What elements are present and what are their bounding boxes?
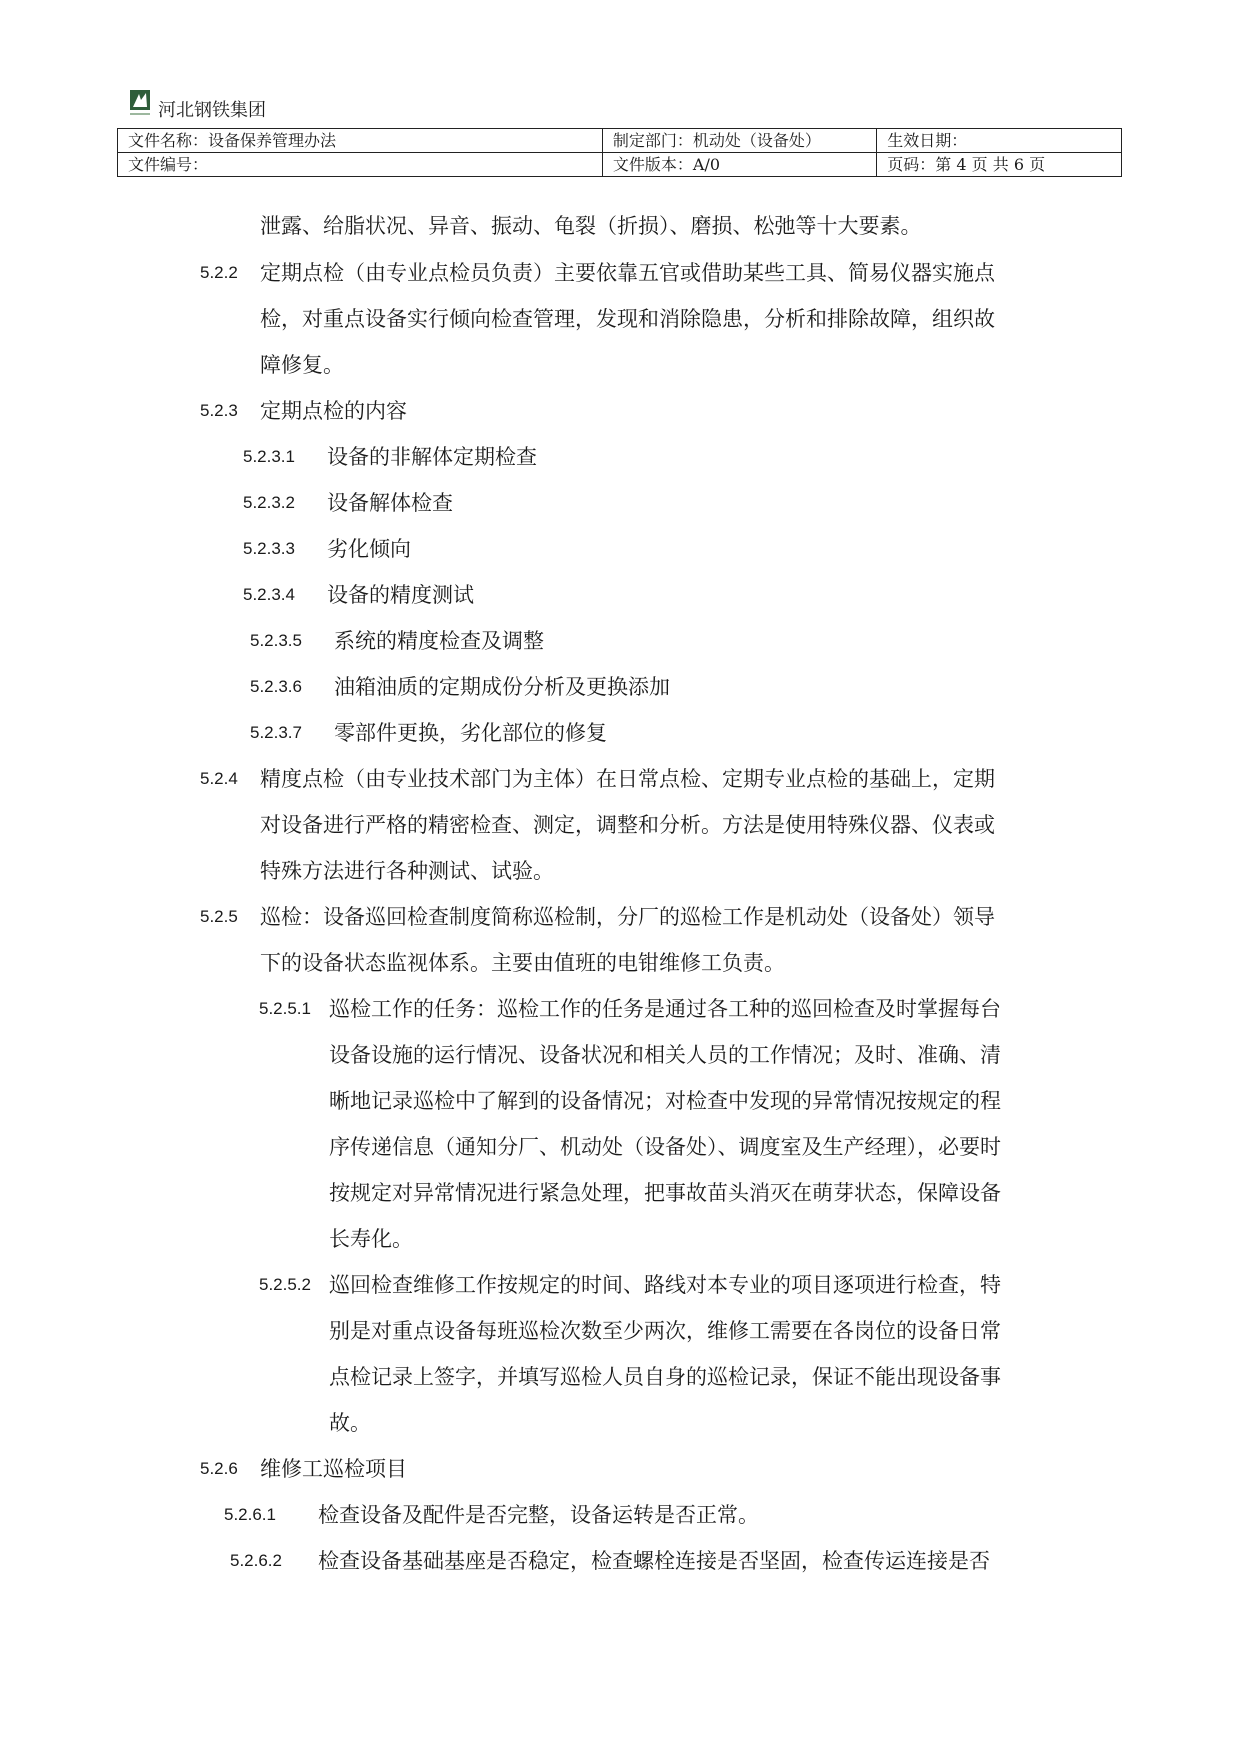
section-text-cont: 对设备进行严格的精密检查、测定，调整和分析。方法是使用特殊仪器、仪表或 [260, 813, 995, 837]
section-number: 5.2.6.1 [224, 1505, 276, 1524]
section-text: 定期点检（由专业点检员负责）主要依靠五官或借助某些工具、简易仪器实施点 [260, 261, 995, 285]
section-text-cont: 按规定对异常情况进行紧急处理，把事故苗头消灭在萌芽状态，保障设备 [329, 1181, 1001, 1205]
department-cell: 制定部门：机动处（设备处） [602, 129, 876, 153]
section-text: 设备的非解体定期检查 [327, 445, 537, 469]
section-text: 劣化倾向 [327, 537, 411, 561]
section-text-cont: 障修复。 [260, 353, 344, 377]
file-name-cell: 文件名称：设备保养管理办法 [118, 129, 603, 153]
section-number: 5.2.3.1 [243, 447, 295, 466]
section-number: 5.2.3.5 [250, 631, 302, 650]
section-text-cont: 特殊方法进行各种测试、试验。 [260, 859, 554, 883]
section-text-cont: 晰地记录巡检中了解到的设备情况；对检查中发现的异常情况按规定的程 [329, 1089, 1001, 1113]
section-number: 5.2.3.6 [250, 677, 302, 696]
file-number-cell: 文件编号： [118, 153, 603, 177]
section-text: 巡检工作的任务：巡检工作的任务是通过各工种的巡回检查及时掌握每台 [329, 997, 1001, 1021]
section-text: 维修工巡检项目 [260, 1457, 407, 1481]
file-version-cell: 文件版本：A/0 [602, 153, 876, 177]
section-number: 5.2.4 [200, 769, 238, 788]
section-text: 油箱油质的定期成份分析及更换添加 [334, 675, 670, 699]
document-header-table [117, 128, 1122, 177]
section-text-cont: 设备设施的运行情况、设备状况和相关人员的工作情况；及时、准确、清 [329, 1043, 1001, 1067]
continuation-line: 泄露、给脂状况、异音、振动、龟裂（折损）、磨损、松弛等十大要素。 [260, 214, 922, 238]
section-text: 巡检：设备巡回检查制度简称巡检制，分厂的巡检工作是机动处（设备处）领导 [260, 905, 995, 929]
section-text-cont: 别是对重点设备每班巡检次数至少两次，维修工需要在各岗位的设备日常 [329, 1319, 1001, 1343]
section-number: 5.2.3 [200, 401, 238, 420]
section-text: 巡回检查维修工作按规定的时间、路线对本专业的项目逐项进行检查，特 [329, 1273, 1001, 1297]
section-text-cont: 下的设备状态监视体系。主要由值班的电钳维修工负责。 [260, 951, 785, 975]
section-text: 检查设备及配件是否完整，设备运转是否正常。 [318, 1503, 759, 1527]
section-number: 5.2.5.1 [259, 999, 311, 1018]
section-text: 精度点检（由专业技术部门为主体）在日常点检、定期专业点检的基础上，定期 [260, 767, 995, 791]
section-number: 5.2.3.3 [243, 539, 295, 558]
section-text: 零部件更换，劣化部位的修复 [334, 721, 607, 745]
effective-date-cell: 生效日期： [877, 129, 1122, 153]
section-text: 定期点检的内容 [260, 399, 407, 423]
section-number: 5.2.6 [200, 1459, 238, 1478]
section-text: 检查设备基础基座是否稳定，检查螺栓连接是否坚固，检查传运连接是否 [318, 1549, 990, 1573]
company-name: 河北钢铁集团 [158, 100, 266, 121]
section-number: 5.2.5.2 [259, 1275, 311, 1294]
section-text: 设备的精度测试 [327, 583, 474, 607]
section-text-cont: 点检记录上签字，并填写巡检人员自身的巡检记录，保证不能出现设备事 [329, 1365, 1001, 1389]
section-text-cont: 序传递信息（通知分厂、机动处（设备处）、调度室及生产经理），必要时 [329, 1135, 1001, 1159]
section-text: 系统的精度检查及调整 [334, 629, 544, 653]
page-info-cell: 页码：第 4 页 共 6 页 [877, 153, 1122, 177]
section-number: 5.2.3.7 [250, 723, 302, 742]
section-number: 5.2.3.4 [243, 585, 295, 604]
section-number: 5.2.3.2 [243, 493, 295, 512]
section-text-cont: 检，对重点设备实行倾向检查管理，发现和消除隐患，分析和排除故障，组织故 [260, 307, 995, 331]
section-text-cont: 长寿化。 [329, 1227, 413, 1251]
section-number: 5.2.6.2 [230, 1551, 282, 1570]
section-text: 设备解体检查 [327, 491, 453, 515]
section-number: 5.2.2 [200, 263, 238, 282]
section-number: 5.2.5 [200, 907, 238, 926]
section-text-cont: 故。 [329, 1411, 371, 1435]
company-logo [130, 90, 150, 118]
